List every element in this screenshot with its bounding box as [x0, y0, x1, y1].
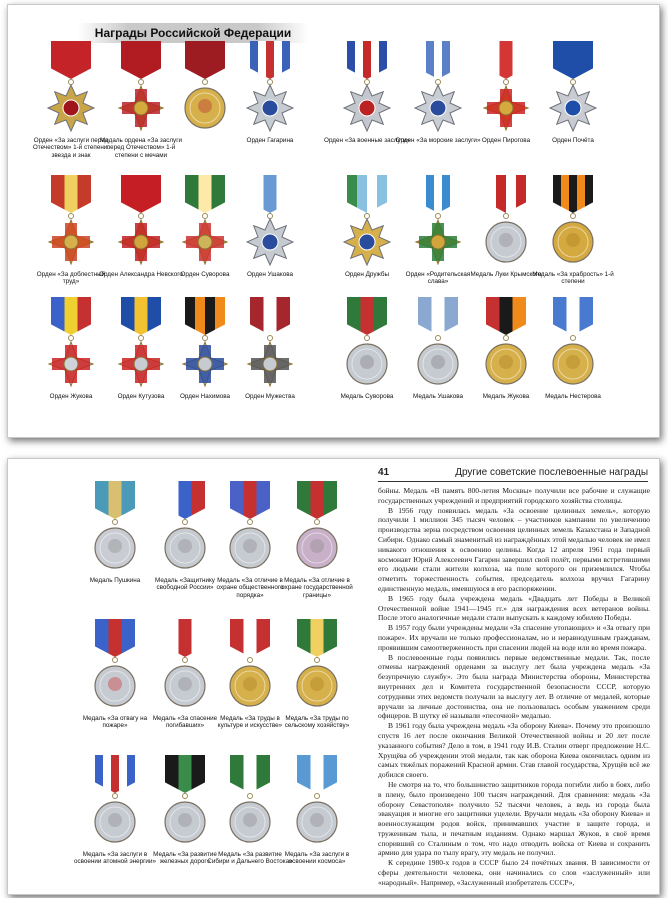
order-cross-icon	[180, 339, 230, 389]
medal-ribbon	[230, 481, 270, 519]
medal-card	[104, 297, 178, 427]
running-title: Другие советские послевоенные награды	[455, 467, 648, 478]
medal-badge	[245, 217, 295, 267]
medal-disc-icon	[481, 217, 531, 267]
medal-card	[324, 41, 410, 171]
medal-badge	[548, 83, 598, 133]
top-book-page	[7, 4, 660, 438]
medal-badge	[342, 217, 392, 267]
article-paragraph: В 1961 году была учреждена медаль «За оборону Киева». Почему это произошло спустя 16 лет после окончания Великой Отечественной войны и 20 лет после указанного события? Дело в том, в 1941 году И.В. Сталин отверг предложение Н.С. Хрущёва об учреждении этой медали, так как оборона Киева окончилась одним из самых тяжёлых поражений Красной армии. Став главой государства, Хрущёв всё же добился своего.	[378, 721, 650, 780]
medal-ribbon	[486, 297, 526, 335]
order-star-icon	[413, 83, 463, 133]
medal-disc-icon	[342, 339, 392, 389]
medal-disc-icon	[481, 339, 531, 389]
medal-caption: Орден Суворова	[180, 271, 230, 278]
medal-disc-icon	[180, 83, 230, 133]
medal-disc-icon	[160, 661, 210, 711]
medal-card	[99, 41, 183, 171]
order-cross-icon	[481, 83, 531, 133]
medal-card	[469, 297, 543, 427]
order-star-icon	[342, 83, 392, 133]
medal-ribbon	[297, 619, 337, 657]
medal-card	[34, 297, 108, 427]
medal-card	[168, 175, 242, 305]
order-cross-icon	[116, 339, 166, 389]
medal-caption: Орден Ушакова	[246, 271, 294, 278]
medal-card	[532, 175, 614, 305]
medal-badge	[180, 83, 230, 133]
order-cross-icon	[180, 217, 230, 267]
article-body	[378, 486, 650, 888]
medal-caption: Медаль ордена «За заслуги перед Отечеством» 1-й степени с мечами	[99, 137, 183, 159]
medal-badge	[116, 217, 166, 267]
medal-ribbon	[185, 175, 225, 213]
medal-disc-icon	[548, 217, 598, 267]
order-cross-icon	[245, 339, 295, 389]
medal-ribbon	[347, 41, 387, 79]
medal-disc-icon	[292, 523, 342, 573]
medal-ribbon	[121, 297, 161, 335]
medal-caption: Медаль «За заслуги в освоении атомной энергии»	[74, 851, 156, 866]
medal-badge	[342, 339, 392, 389]
medal-card	[401, 175, 475, 305]
order-star-icon	[548, 83, 598, 133]
article-paragraph: В 1965 году была учреждена медаль «Двадцать лет Победы в Великой Отечественной войне 1941—1945 гг.» для награждения всех ветеранов войны. После этого аналогичные медали стали выпускать к каждому юбилею Победы.	[378, 593, 650, 623]
medal-caption: Медаль «За развитие Сибири и Дальнего Востока»	[207, 851, 293, 866]
medal-ribbon	[95, 619, 135, 657]
medal-badge	[292, 661, 342, 711]
medal-disc-icon	[90, 661, 140, 711]
medal-caption: Орден «Родительская слава»	[405, 271, 471, 286]
medal-card	[74, 755, 156, 885]
medal-ribbon	[165, 619, 205, 657]
order-star-icon	[342, 217, 392, 267]
medal-badge	[46, 83, 96, 133]
medal-disc-icon	[90, 797, 140, 847]
order-cross-icon	[413, 217, 463, 267]
medal-disc-icon	[225, 797, 275, 847]
medal-badge	[413, 217, 463, 267]
medal-caption: Медаль «За отвагу на пожаре»	[82, 715, 148, 730]
medal-ribbon	[95, 755, 135, 793]
medal-badge	[160, 661, 210, 711]
medal-caption: Орден Гагарина	[246, 137, 294, 144]
medal-card	[34, 41, 108, 171]
medal-badge	[481, 83, 531, 133]
article-paragraph: В послевоенные годы появились первые ведомственные медали. Так, после отмены награждений орденами за выслугу лет была учреждена медаль «За безупречную службу». Это была награда Министерства обороны, Министерства внутренних дел и Комитета государственной безопасности СССР, которую сотрудники этих ведомств получали за выслугу лет. В отличие от медалей, которые вручали за личные достоинства, она не пользовалась особым уважением среди офицеров. В шутку её называли «песочной» медалью.	[378, 652, 650, 721]
medal-badge	[292, 523, 342, 573]
medal-badge	[46, 339, 96, 389]
medal-card	[280, 619, 354, 749]
article-paragraph: Не смотря на то, что большинство защитников города погибли либо в боях, либо в плену, было произведено 100 тысяч награждений. Для сравнения: медаль «За оборону Севастополя» получило 52 тысячи человек, а ведь из города была эвакуация и многие его защитники уцелели. Вручали медаль «За оборону Киева» и военнослужащим родов войск, принимавших участие в защите города, и труженикам тыла, и печатным изданиям. Однако маршал Жуков, в своё время споривший со Сталиным о том, что надо отводить войска от Киева и сохранить армию для удара по тылу врагу, эту медаль не получил.	[378, 779, 650, 858]
medal-badge	[245, 339, 295, 389]
medal-card	[168, 297, 242, 427]
medal-caption: Орден Дружбы	[345, 271, 389, 278]
medal-caption: Медаль Пушкина	[89, 577, 141, 584]
medal-badge	[116, 83, 166, 133]
medal-badge	[413, 83, 463, 133]
medal-disc-icon	[292, 797, 342, 847]
medal-caption: Медаль «За развитие железных дорог»	[153, 851, 217, 866]
medal-disc-icon	[225, 661, 275, 711]
medal-ribbon	[418, 41, 458, 79]
page-number: 41	[378, 467, 390, 478]
medal-ribbon	[165, 755, 205, 793]
medal-ribbon	[418, 297, 458, 335]
medal-ribbon	[250, 175, 290, 213]
medal-caption: Орден «За доблестный труд»	[36, 271, 106, 286]
medal-badge	[292, 797, 342, 847]
medal-badge	[160, 797, 210, 847]
medal-ribbon	[553, 175, 593, 213]
medal-ribbon	[165, 481, 205, 519]
article-paragraph: К середине 1980-х годов в СССР было 24 почётных звания. В зависимости от сферы деятельности человека, они начинались со слов «заслуженный» или «народный». Например, «Заслуженный изобретатель СССР»,	[378, 858, 650, 887]
order-cross-icon	[46, 217, 96, 267]
medal-card	[233, 297, 307, 427]
medal-ribbon	[95, 481, 135, 519]
medal-ribbon	[230, 619, 270, 657]
medal-ribbon	[553, 297, 593, 335]
medal-ribbon	[230, 755, 270, 793]
medal-badge	[116, 339, 166, 389]
medal-card	[330, 297, 404, 427]
medal-disc-icon	[548, 339, 598, 389]
medal-ribbon	[51, 41, 91, 79]
medal-disc-icon	[90, 523, 140, 573]
medal-caption: Орден Нахимова	[180, 393, 230, 400]
medal-caption: Медаль «За спасение погибавших»	[152, 715, 218, 730]
medal-ribbon	[185, 297, 225, 335]
medal-card	[401, 297, 475, 427]
medal-card	[280, 481, 354, 611]
medal-caption: Орден Кутузова	[117, 393, 165, 400]
medal-badge	[481, 217, 531, 267]
medal-caption: Орден Пирогова	[481, 137, 531, 144]
medal-caption: Медаль «Защитнику свободной России»	[155, 577, 215, 592]
section-title: Награды Российской Федерации	[78, 23, 308, 43]
medal-caption: Медаль «За труды по сельскому хозяйству»	[284, 715, 350, 730]
order-cross-icon	[116, 83, 166, 133]
order-star-icon	[245, 217, 295, 267]
medal-ribbon	[347, 175, 387, 213]
medal-badge	[225, 661, 275, 711]
medal-caption: Медаль «За заслуги в освоении космоса»	[284, 851, 350, 866]
medal-card	[78, 481, 152, 611]
order-star-icon	[46, 83, 96, 133]
medal-card	[280, 755, 354, 885]
medal-ribbon	[486, 175, 526, 213]
medal-caption: Орден Мужества	[245, 393, 295, 400]
medal-ribbon	[347, 297, 387, 335]
medal-caption: Медаль «За отличие в охране общественного порядка»	[216, 577, 284, 599]
medal-badge	[245, 83, 295, 133]
medal-badge	[180, 217, 230, 267]
medal-badge	[90, 661, 140, 711]
medal-badge	[46, 217, 96, 267]
medal-caption: Медаль Нестерова	[545, 393, 601, 400]
article-paragraph: бойны. Медаль «В память 800-летия Москвы» получили все рабочие и служащие государственных учреждений и предприятий городского хозяйства столицы.	[378, 486, 650, 505]
medal-ribbon	[121, 41, 161, 79]
medal-caption: Орден «За морские заслуги»	[395, 137, 481, 144]
medal-caption: Медаль Луки Крымского	[470, 271, 542, 278]
medal-badge	[90, 797, 140, 847]
medal-caption: Медаль «За труды в культуре и искусстве»	[217, 715, 283, 730]
medal-ribbon	[486, 41, 526, 79]
medal-disc-icon	[413, 339, 463, 389]
medal-card	[536, 297, 610, 427]
article-paragraph: В 1957 году были учреждены медали «За спасение утопающих» и «За отвагу при пожаре». Их вручали не только профессионалам, но и неравнодушным гражданам, проявившим самоотверженность при спасении людей на воде или во время пожара.	[378, 623, 650, 652]
medal-caption: Орден «За заслуги перед Отечеством» 1-й степени: звезда и знак	[32, 137, 110, 159]
medal-ribbon	[250, 297, 290, 335]
medal-card	[330, 175, 404, 305]
medal-ribbon	[51, 297, 91, 335]
medal-card	[469, 41, 543, 171]
medal-badge	[225, 797, 275, 847]
medal-disc-icon	[225, 523, 275, 573]
medal-caption: Медаль Суворова	[340, 393, 394, 400]
medal-ribbon	[553, 41, 593, 79]
medal-caption: Медаль Ушакова	[413, 393, 463, 400]
running-head	[378, 467, 648, 481]
medal-badge	[225, 523, 275, 573]
medal-ribbon	[121, 175, 161, 213]
medal-badge	[342, 83, 392, 133]
medal-caption: Орден Почёта	[552, 137, 594, 144]
medal-card	[34, 175, 108, 305]
medal-ribbon	[297, 481, 337, 519]
medal-card	[99, 175, 183, 305]
medal-caption: Орден Александра Невского	[99, 271, 183, 278]
medal-ribbon	[51, 175, 91, 213]
medal-caption: Медаль «За храбрость» 1-й степени	[532, 271, 614, 286]
medal-card	[78, 619, 152, 749]
medal-card	[168, 41, 242, 171]
medal-badge	[413, 339, 463, 389]
medal-ribbon	[250, 41, 290, 79]
medal-caption: Орден Жукова	[49, 393, 93, 400]
medal-ribbon	[297, 755, 337, 793]
bottom-book-page	[7, 458, 660, 895]
medal-disc-icon	[160, 797, 210, 847]
medal-caption: Орден «За военные заслуги»	[324, 137, 410, 144]
medal-badge	[548, 339, 598, 389]
medal-card	[233, 41, 307, 171]
medal-badge	[180, 339, 230, 389]
medal-caption: Медаль «За отличие в охране государственной границы»	[281, 577, 353, 599]
medal-card	[233, 175, 307, 305]
header-rule	[378, 481, 648, 482]
article-paragraph: В 1956 году появилась медаль «За освоение целинных земель», которую получили 1 миллион 345 тысяч человек – участников кампании по увеличению производства зерна посредством освоения целинных земель Казахстана и Западной Сибири. Однако самый знаменитый из награждённых этой медалью человек не имел никакого отношения к освоению целины. Когда 12 апреля 1961 года первый космонавт Юрий Алексеевич Гагарин завершил свой полёт, первыми встретившими его людьми стали жители колхоза, на поле которого он приземлился. Чтобы отметить торжественность события, председатель колхоза вручил Гагарину единственную медаль, имевшуюся в его распоряжении.	[378, 505, 650, 593]
medal-card	[536, 41, 610, 171]
medal-disc-icon	[292, 661, 342, 711]
order-star-icon	[245, 83, 295, 133]
medal-disc-icon	[160, 523, 210, 573]
medal-caption: Медаль Жукова	[482, 393, 530, 400]
medal-badge	[160, 523, 210, 573]
medal-badge	[481, 339, 531, 389]
medal-ribbon	[418, 175, 458, 213]
medal-ribbon	[185, 41, 225, 79]
order-cross-icon	[46, 339, 96, 389]
medal-badge	[548, 217, 598, 267]
medal-badge	[90, 523, 140, 573]
medal-card	[395, 41, 481, 171]
order-cross-icon	[116, 217, 166, 267]
